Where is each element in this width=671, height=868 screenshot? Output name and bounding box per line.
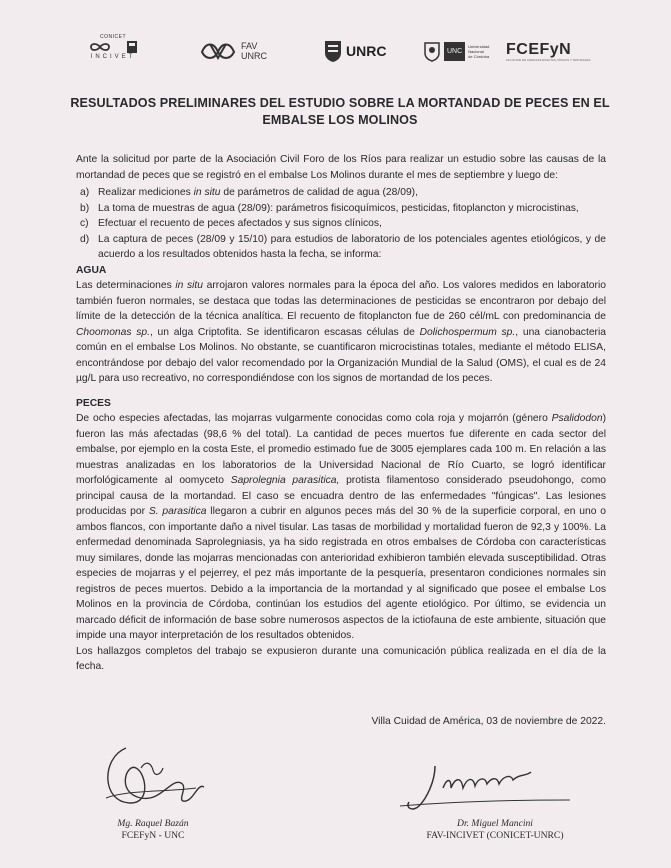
peces-emphasis-1: Psalidodon [551, 413, 603, 424]
left-signature-icon [96, 738, 206, 818]
list-item-letter: c) [80, 218, 89, 229]
title-line-1: RESULTADOS PRELIMINARES DEL ESTUDIO SOBRE LA MORTANDAD DE PECES EN EL [70, 96, 610, 110]
fav-unrc-logo [198, 34, 267, 68]
agua-paragraph [76, 278, 606, 387]
intro-paragraph: Ante la solicitud por parte de la Asociación Civil Foro de los Ríos para realizar un estudio sobre las causas de la mortandad de peces que se registró en el embalse Los Molinos durante el mes de septiembre y luego de: [76, 154, 606, 181]
unc-badge: UNC [444, 42, 465, 61]
conicet-incivet-logo [80, 34, 146, 68]
agua-emphasis-1: in situ [175, 280, 204, 291]
list-item-text: Realizar mediciones [98, 187, 194, 198]
right-signature-block [405, 818, 585, 842]
peces-text-4: llegaron a cubrir en algunos peces más del 30 % de la superficie corporal, en uno o ambos flancos, con importante daño a nivel tisular. Las tasas de morbilidad y mortalidad fueron de 92,3 y 100%. La enfermedad denominada Saprolegniasis, ya ha sido registrada en otros embalses de Córdoba con características muy similares, donde las mojarras mencionadas con anterioridad exhibieron también elevada susceptibilidad. Otras especies de mojarras y el pejerrey, el pez más importante de la pesquería, presentaron condiciones normales sin registros de peces muertos. Debido a la importancia de la mortandad y al significado que posee el embalse Los Molinos en la provincia de Córdoba, continúan los estudios del agente etiológico. Por último, se evidencia un marcado déficit de información de base sobre numerosos aspectos de la ictiofauna de este ambiente, situación que impide una mayor interpretación de los resultados obtenidos. [76, 506, 606, 641]
left-signature-block [98, 818, 208, 842]
agua-text-3: , un alga Criptofita. Se identificaron escasas células de [149, 326, 420, 338]
unc-crest-icon [423, 39, 441, 63]
fav-emblem-icon [198, 38, 238, 64]
peces-emphasis-2: Saprolegnia parasitica, [230, 475, 340, 486]
list-item-text: Efectuar el recuento de peces afectados y sus signos clínicos, [98, 218, 382, 229]
logo-conicet-text: CONICET [100, 34, 126, 40]
unrc-logo [323, 34, 386, 68]
agua-text-1: Las determinaciones [76, 280, 176, 291]
list-item [76, 216, 606, 232]
logo-incivet-text: INCIVET [90, 54, 136, 60]
agua-emphasis-2: Choomonas sp. [76, 326, 150, 338]
action-list [76, 185, 606, 263]
list-item-letter: b) [80, 202, 90, 214]
title-line-2: EMBALSE LOS MOLINOS [262, 113, 418, 127]
left-signer-affiliation: FCEFyN - UNC [121, 830, 185, 841]
list-item-text: La toma de muestras de agua (28/09): parámetros fisicoquímicos, pesticidas, fitoplancton y microcistinas, [98, 202, 579, 214]
document-title [70, 95, 610, 129]
logo-fav-text: FAV [241, 41, 258, 51]
logo-row [80, 34, 620, 68]
right-signature-icon [395, 758, 585, 818]
peces-text-2: ) fueron las más afectadas (98,6 % del total). La cantidad de peces muertos fue diferente en cada sector del embalse, por ejemplo en la costa Este, el promedio estimado fue de 3005 ejemplares cada 100 m. En relación a las muestras analizadas en los laboratorios de la Universidad Nacional de Río Cuarto, se logró identificar morfológicamente al oomyceto [76, 413, 606, 486]
list-item-letter: d) [80, 233, 90, 245]
peces-text-3: protista filamentoso considerado pseudohongo, como principal causa de la mortandad. El caso se encuadra dentro de las enfermedades "fúngicas". Las lesiones producidas por [76, 475, 606, 517]
logo-unrc-main-text: UNRC [346, 43, 387, 59]
list-item [76, 201, 606, 217]
document-body [76, 152, 606, 675]
list-item-text-end: de parámetros de calidad de agua (28/09), [220, 187, 418, 198]
list-item [76, 232, 606, 263]
infinity-icon [83, 40, 143, 54]
unc-logo [423, 34, 489, 68]
fcefyn-logo [506, 34, 591, 68]
right-signer-affiliation: FAV-INCIVET (CONICET-UNRC) [426, 830, 564, 841]
left-signer-name: Mg. Raquel Bazán [117, 818, 189, 829]
peces-text-1: De ocho especies afectadas, las mojarras vulgarmente conocidas como cola roja y mojarrón (género [76, 413, 552, 424]
agua-emphasis-3: Dolichospermum sp. [419, 326, 516, 338]
peces-paragraph [76, 411, 606, 644]
unc-line3: de Córdoba [468, 53, 490, 59]
right-signer-name: Dr. Miguel Mancini [457, 818, 533, 829]
list-item-emphasis: in situ [193, 187, 221, 198]
section-title-agua: AGUA [76, 264, 107, 276]
logo-fcefyn-sub: FACULTAD DE CIENCIAS EXACTAS, FÍSICAS Y NATURALES [506, 57, 591, 62]
logo-fcefyn-text: FCEFyN [506, 40, 572, 58]
list-item-letter: a) [80, 187, 90, 198]
list-item-text: La captura de peces (28/09 y 15/10) para estudios de laboratorio de los potenciales agentes etiológicos, y de acuerdo a los resultados obtenidos hasta la fecha, se informa: [98, 233, 606, 260]
unc-line2: Nacional [468, 48, 484, 54]
peces-emphasis-3: S. parasitica [148, 506, 207, 517]
agua-text-4: , una cianobacteria común en el embalse Los Molinos. No obstante, se cuantificaron microcistinas totales, mediante el método ELISA, encontrándose por debajo del valor recomendado por la Organización Mundial de la Salud (OMS), el cual es de 24 µg/L para uso recreativo, no correspondiéndose con los signos de mortandad de los peces. [76, 326, 606, 384]
closing-paragraph: Los hallazgos completos del trabajo se expusieron durante una comunicación pública realizada en el día de la fecha. [76, 645, 606, 672]
logo-unrc-text: UNRC [241, 51, 267, 61]
unrc-shield-icon [323, 39, 343, 63]
agua-text-2: arrojaron valores normales para la época del año. Los valores medidos en laboratorio también fueron normales, se destaca que todas las determinaciones de pesticidas se encontraron por debajo del límite de la detección de la técnica analítica. El recuento de fitoplancton fue de 260 cél/mL con predominancia de [76, 280, 606, 322]
list-item [76, 185, 606, 201]
section-title-peces: PECES [76, 397, 111, 409]
unc-line1: Universidad [468, 43, 490, 49]
document-date: Villa Cuidad de América, 03 de noviembre de 2022. [371, 716, 606, 727]
